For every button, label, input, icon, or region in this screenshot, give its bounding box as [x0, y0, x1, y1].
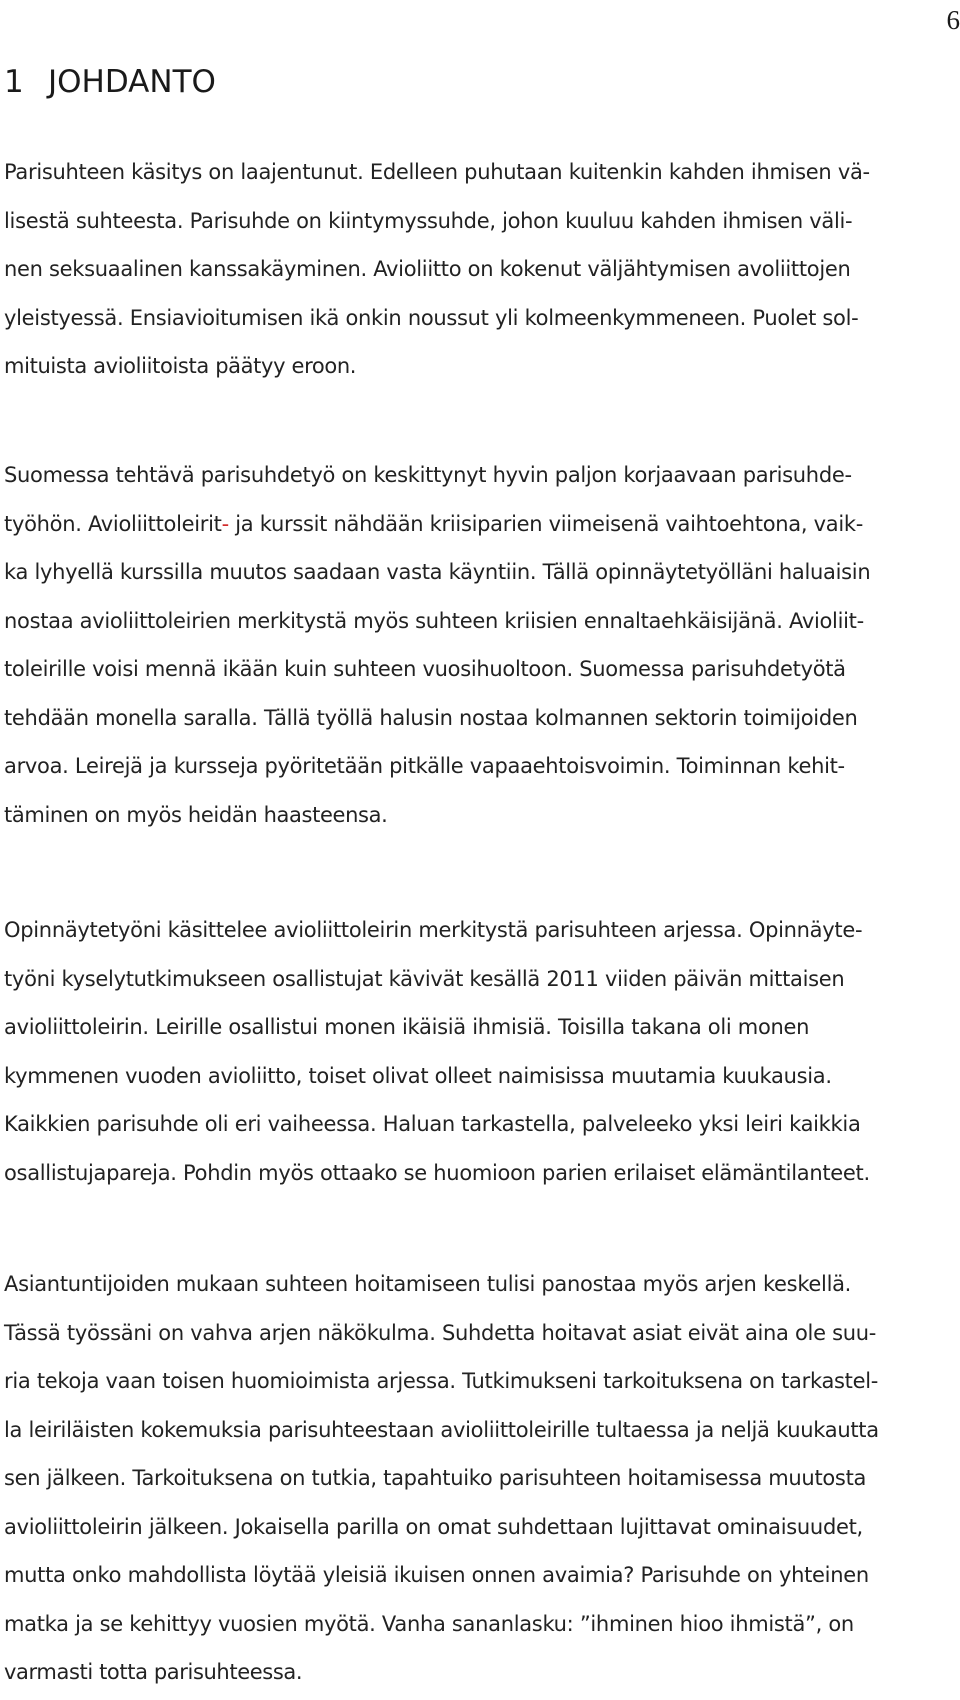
- page-number: 6: [946, 5, 960, 35]
- chapter-heading: [4, 60, 216, 104]
- text-line: la leiriläisten kokemuksia parisuhteestaan avioliittoleirille tultaessa ja neljä kuukautta: [4, 1417, 879, 1442]
- paragraph-3: [4, 906, 960, 1197]
- text-line: Kaikkien parisuhde oli eri vaiheessa. Haluan tarkastella, palveleeko yksi leiri kaikkia: [4, 1112, 861, 1136]
- text-line: Asiantuntijoiden mukaan suhteen hoitamiseen tulisi panostaa myös arjen keskellä.: [4, 1272, 852, 1296]
- text-line: yleistyessä. Ensiavioitumisen ikä onkin noussut yli kolmeenkymmeneen. Puolet sol-: [4, 305, 859, 330]
- text-line: ria tekoja vaan toisen huomioimista arjessa. Tutkimukseni tarkoituksena on tarkastel-: [4, 1369, 879, 1393]
- text-line: Tässä työssäni on vahva arjen näkökulma. Suhdetta hoitavat asiat eivät aina ole suu-: [4, 1320, 877, 1345]
- text-line: avioliittoleirin jälkeen. Jokaisella parilla on omat suhdettaan lujittavat ominaisuudet,: [4, 1514, 863, 1539]
- text-segment: ja kurssit nähdään kriisiparien viimeisenä vaihtoehtona, vaik-: [228, 511, 864, 536]
- text-line: matka ja se kehittyy vuosien myötä. Vanha sananlasku: ”ihminen hioo ihmistä”, on: [4, 1611, 854, 1636]
- text-line: ka lyhyellä kurssilla muutos saadaan vasta käyntiin. Tällä opinnäytetyölläni haluaisin: [4, 560, 871, 584]
- text-line: lisestä suhteesta. Parisuhde on kiintymyssuhde, johon kuuluu kahden ihmisen väli-: [4, 208, 853, 233]
- red-hyphen-mark: -: [221, 511, 229, 536]
- text-line: osallistujapareja. Pohdin myös ottaako se huomioon parien erilaiset elämäntilanteet.: [4, 1160, 870, 1185]
- text-line: nen seksuaalinen kanssakäyminen. Avioliitto on kokenut väljähtymisen avoliittojen: [4, 257, 851, 281]
- text-line: Suomessa tehtävä parisuhdetyö on keskittynyt hyvin paljon korjaavaan parisuhde-: [4, 463, 852, 487]
- text-line: Opinnäytetyöni käsittelee avioliittoleirin merkitystä parisuhteen arjessa. Opinnäyte-: [4, 918, 863, 942]
- text-line-with-mark: [4, 500, 960, 549]
- text-line: toleirille voisi mennä ikään kuin suhteen vuosihuoltoon. Suomessa parisuhdetyötä: [4, 657, 846, 681]
- paragraph-2: [4, 451, 960, 839]
- text-line: Parisuhteen käsitys on laajentunut. Edelleen puhutaan kuitenkin kahden ihmisen vä-: [4, 160, 870, 184]
- text-line: sen jälkeen. Tarkoituksena on tutkia, tapahtuiko parisuhteen hoitamisessa muutosta: [4, 1466, 867, 1490]
- text-line: kymmenen vuoden avioliitto, toiset olivat olleet naimisissa muutamia kuukausia.: [4, 1063, 832, 1088]
- chapter-number: 1: [4, 64, 24, 100]
- text-line: täminen on myös heidän haasteensa.: [4, 802, 388, 827]
- text-line: arvoa. Leirejä ja kursseja pyöritetään pitkälle vapaaehtoisvoimin. Toiminnan kehit-: [4, 754, 845, 778]
- text-line: työni kyselytutkimukseen osallistujat kävivät kesällä 2011 viiden päivän mittaisen: [4, 966, 845, 991]
- paragraph-4: [4, 1260, 960, 1697]
- paragraph-1: [4, 148, 960, 391]
- text-line: varmasti totta parisuhteessa.: [4, 1660, 303, 1684]
- text-line: mituista avioliitoista päätyy eroon.: [4, 354, 357, 378]
- text-line: nostaa avioliittoleirien merkitystä myös suhteen kriisien ennaltaehkäisijänä. Avioliit-: [4, 608, 864, 633]
- text-line: tehdään monella saralla. Tällä työllä halusin nostaa kolmannen sektorin toimijoiden: [4, 705, 858, 730]
- text-line: mutta onko mahdollista löytää yleisiä ikuisen onnen avaimia? Parisuhde on yhteinen: [4, 1563, 869, 1587]
- text-segment: työhön. Avioliittoleirit: [4, 511, 222, 536]
- text-line: avioliittoleirin. Leirille osallistui monen ikäisiä ihmisiä. Toisilla takana oli monen: [4, 1015, 810, 1039]
- chapter-title: JOHDANTO: [48, 64, 216, 100]
